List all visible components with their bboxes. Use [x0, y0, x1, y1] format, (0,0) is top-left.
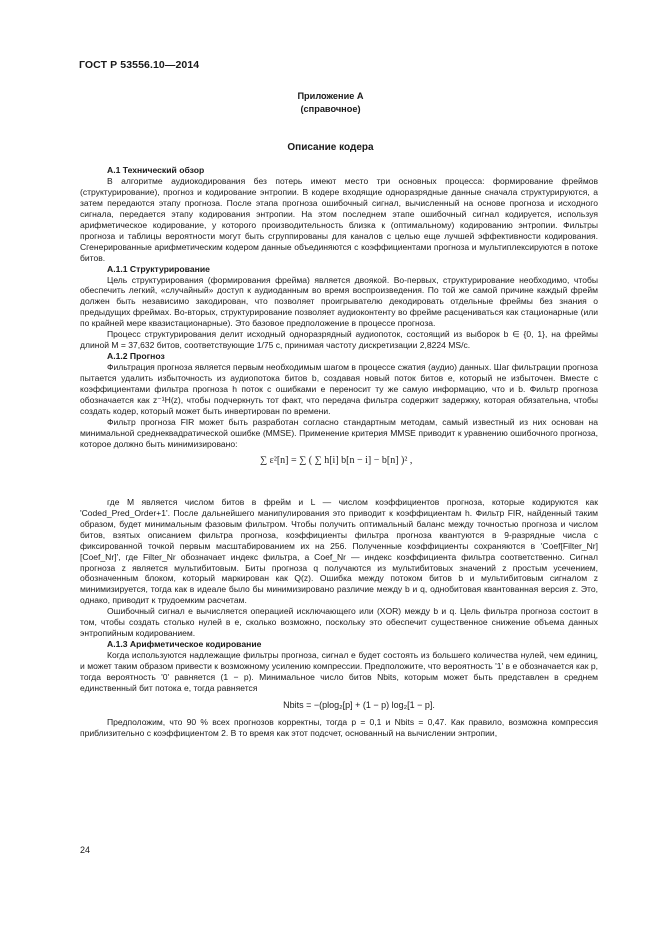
formula-nbits: Nbits = −(plog₂[p] + (1 − p) log₂[1 − p]. — [283, 699, 435, 710]
heading-a11: A.1.1 Структурирование — [107, 263, 210, 274]
formula-mmse — [80, 450, 598, 497]
paragraph: Ошибочный сигнал e вычисляется операцией исключающего или (XOR) между b и q. Цель фильтра прогноза состоит в том, чтобы создать столько нулей в e, сколько возможно, поскольку это обеспечит существенное снижение объема данных энтропийным кодированием. — [80, 606, 598, 639]
formula-text: ∑ ε²[n] = ∑ ( ∑ h[i] b[n − i] − b[n] )² , — [260, 454, 413, 466]
paragraph: Цель структурирования (формирования фрейма) является двоякой. Во-первых, структурирование необходимо, чтобы обеспечить легкий, «случайный» доступ к аудиоданным во время воспроизведения. По той же самой причине каждый фрейм должен быть независимо закодирован, что позволяет проигрывателю декодировать отдельные фреймы без знания о предыдущих фреймах. Во-вторых, структурирование позволяет аудиоконтенту во фрейме расцениваться как стационарные (или по крайней мере квазистационарные). Это базовое предположение в процессе прогноза. — [80, 274, 598, 329]
annex-heading — [0, 90, 661, 115]
section-title: Описание кодера — [287, 142, 374, 153]
document-body — [80, 165, 598, 739]
standard-header: ГОСТ Р 53556.10—2014 — [79, 59, 200, 71]
heading-a13: A.1.3 Арифметическое кодирование — [107, 639, 262, 650]
annex-title: Приложение А — [297, 91, 364, 101]
paragraph: Фильтр прогноза FIR может быть разработан согласно стандартным методам, самый известный из них основан на минимальной среднеквадратической ошибке (MMSE). Применение критерия MMSE приводит к уравнению ошибочного прогноза, которое должно быть минимизировано: — [80, 416, 598, 449]
page-number: 24 — [80, 845, 91, 855]
paragraph: Предположим, что 90 % всех прогнозов корректны, тогда p = 0,1 и Nbits = 0,47. Как правило, возможна компрессия приблизительно с коэффициентом 2. В то время как этот подсчет, основанный на вычислении энтропии, — [80, 716, 598, 738]
annex-type: (справочное) — [300, 103, 361, 114]
paragraph: где M является числом битов в фрейм и L — числом коэффициентов прогноза, которые кодируются как 'Coded_Pred_Order+1'. После дальнейшего манипулирования это приводит к коэффициентам h. Фильтр FIR, найденный таким образом, будет минимальным фазовым фильтром. Чтобы получить оптимальный баланс между точностью прогноза и числом битов, взятых описанием фильтра прогноза, коэффициенты фильтра прогноза квантуются в 9-разрядные числа с фиксированной точкой первым масштабированием их на 256. Полученные коэффициенты сохраняются в 'Coef[Filter_Nr] [Coef_Nr]', где Filter_Nr обозначает индекс фильтра, а Coef_Nr — индекс коэффициента фильтра соответственно. Сигнал прогноза z является мультибитовым. Биты прогноза q получаются из мультибитовых значений z простым усечением, обозначенным блоком, который маркирован как Q(z). Ошибка между потоком битов b и мультибитовым сигналом z минимизируется, тогда как в идеале было бы минимизировано различие между b и q, однобитовая квантованная версия z. Это, однако, приводит к трудоемким расчетам. — [80, 496, 598, 606]
paragraph: Фильтрация прогноза является первым необходимым шагом в процессе сжатия (аудио) данных. Шаг фильтрации прогноза пытается удалить избыточность из аудиопотока битов b, создавая новый поток битов e, который не избыточен. Вместе с коэффициентами фильтра прогноза h поток с ошибками e переносит ту же самую информацию, что и b. Фильтр прогноза обозначается как z⁻¹H(z), чтобы подчеркнуть тот факт, что передача фильтра содержит задержку, которая обязательна, чтобы создать кодер, который может быть инвертирован по времени. — [80, 362, 598, 416]
paragraph: Когда используются надлежащие фильтры прогноза, сигнал e будет состоять из большего количества нулей, чем единиц, и может таким образом привести к возможному усилению компрессии. Предположите, что вероятность '1' в e обозначается как p, тогда вероятность '0' равняется (1 − p). Минимальное число битов Nbits, которым может быть представлен в среднем единственный бит потока e, тогда равняется — [80, 650, 598, 693]
heading-a1: A.1 Технический обзор — [107, 165, 205, 175]
heading-a12: A.1.2 Прогноз — [107, 351, 165, 362]
paragraph: Процесс структурирования делит исходный одноразрядный аудиопоток, состоящий из выборок b ∈ {0, 1}, на фреймы длиной M = 37,632 битов, соответствующие 1/75 с, принимая частоту дискретизации 2,8224 MS/c. — [80, 329, 598, 351]
paragraph: В алгоритме аудиокодирования без потерь имеют место три основных процесса: формирование фреймов (структурирование), прогноз и кодирование энтропии. В кодере входящие одноразрядные данные сначала структурируются, а затем передаются этапу прогноза. После этапа прогноза ошибочный сигнал, вычисленный на основе прогноза и исходного сигнала, передается этапу кодирования энтропии. На этом последнем этапе ошибочный сигнал кодируется, используя арифметическое кодирование, у которого производительность близка к (оптимальному) кодированию энтропии. Фильтры прогноза и таблицы вероятности могут быть сгруппированы для каналов с целью еще лучшей эффективности кодирования. Сгенерированные арифметическим кодером данные объединяются с коэффициентами прогноза и мультиплексируются в потоке битов. — [80, 175, 598, 263]
